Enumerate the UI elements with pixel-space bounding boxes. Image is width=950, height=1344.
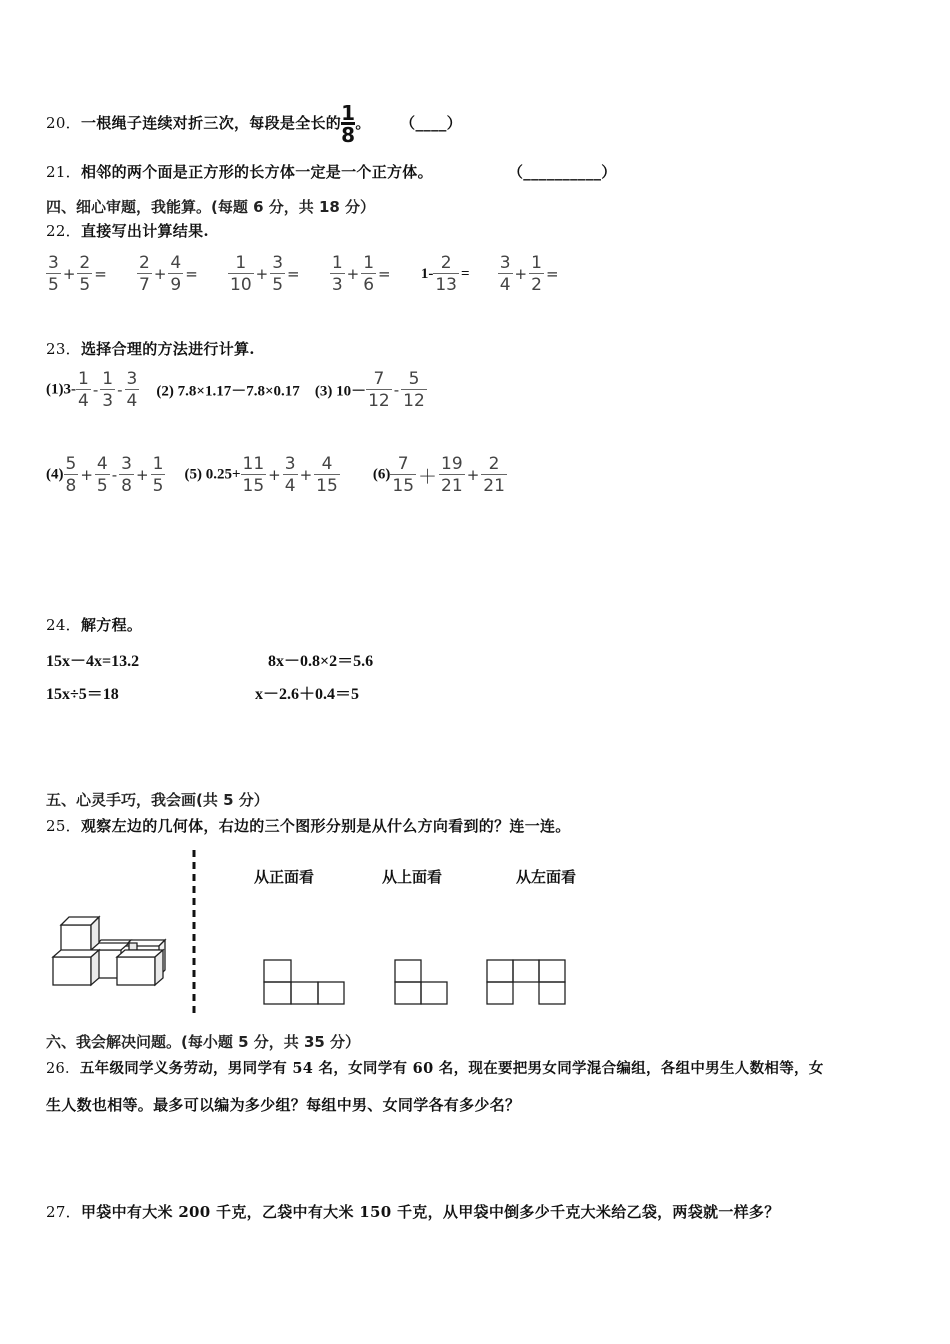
fraction: $\frac{1}{10}$ — [230, 253, 252, 295]
q22-item: $\frac{3}{4}$ + $\frac{1}{2}$ = — [499, 253, 559, 295]
question-20 — [46, 101, 462, 147]
fraction: $\frac{3}{4}$ — [284, 454, 296, 496]
question-21 — [46, 161, 433, 182]
q26-text-2: 生人数也相等。最多可以编为多少组？每组中男、女同学各有多少名？ — [46, 1096, 521, 1114]
q22-number: 22． — [46, 222, 81, 240]
q20-text: 一根绳子连续对折三次，每段是全长的 — [81, 114, 342, 132]
fraction: $\frac{4}{5}$ — [96, 454, 108, 496]
q20-number: 20． — [46, 114, 81, 132]
front-view-drawing — [264, 960, 344, 1004]
fraction: $\frac{5}{12}$ — [403, 369, 425, 411]
question-27 — [46, 1201, 780, 1222]
fraction: $\frac{3}{8}$ — [121, 454, 132, 496]
fraction: $\frac{2}{13}$ — [435, 253, 457, 295]
q25-text: 观察左边的几何体，右边的三个图形分别是从什么方向看到的？连一连。 — [81, 817, 571, 835]
fraction: $\frac{3}{5}$ — [272, 253, 284, 295]
equation-2: 8x－0.8×2＝5.6 — [268, 653, 374, 670]
q23-number: 23． — [46, 340, 81, 358]
fraction: $\frac{2}{21}$ — [483, 454, 505, 496]
view-label-front[interactable]: 从正面看 — [254, 868, 315, 886]
q23-row-1: (1)3- $\frac{1}{4}$ - $\frac{1}{3}$ - $\frac{3}{4}$ (2) 7.8×1.17－7.8×0.17 (3) 10－ $\frac{7}{12}$ - $\frac{5}{12}$ — [46, 369, 425, 411]
cube-face — [117, 957, 155, 985]
cube-face — [61, 925, 91, 953]
section-4-title: 四、细心审题，我能算。(每题 6 分，共 18 分） — [46, 198, 376, 216]
q23-p3-label: (3) 10－ — [314, 383, 367, 400]
fraction: $\frac{5}{8}$ — [65, 454, 77, 496]
q20-answer-blank[interactable]: （____） — [400, 114, 462, 132]
q22-text: 直接写出计算结果. — [81, 222, 209, 240]
equation-3: 15x÷5＝18 — [46, 686, 119, 703]
q20-frac-num: 1 — [341, 101, 356, 125]
q20-frac-den: 8 — [341, 123, 356, 147]
fraction: $\frac{3}{4}$ — [126, 369, 138, 411]
fraction: $\frac{3}{4}$ — [499, 253, 511, 295]
q22-item: $\frac{2}{7}$ + $\frac{4}{9}$ = — [139, 253, 198, 295]
q23-row-2: (4) $\frac{5}{8}$ + $\frac{4}{5}$ - $\frac{3}{8}$ + $\frac{1}{5}$ (5) 0.25+ $\frac{11}{15}$ + $\frac{3}{4}$ + $\frac{4}{15}$ (6) $\frac{7}{15}$ ＋ $\frac{19}{21}$ + $\frac{2}{21}$ — [46, 454, 505, 496]
q23-p1-label: (1)3- — [46, 381, 76, 398]
section-5-title: 五、心灵手巧，我会画(共 5 分） — [46, 791, 269, 809]
q21-number: 21． — [46, 163, 81, 181]
fraction: $\frac{1}{6}$ — [363, 253, 375, 295]
q20-fraction — [341, 101, 356, 147]
q23-p4-label: (4) — [46, 466, 64, 483]
q23-p6-label: (6) — [372, 466, 391, 483]
q27-text: 甲袋中有大米 200 千克，乙袋中有大米 150 千克，从甲袋中倒多少千克大米给乙袋，两袋就一样多？ — [81, 1203, 780, 1221]
fraction: $\frac{7}{15}$ — [392, 454, 415, 496]
q21-text: 相邻的两个面是正方形的长方体一定是一个正方体。 — [81, 163, 433, 181]
cube-face — [91, 950, 99, 985]
question-25 — [46, 815, 571, 836]
q21-answer-blank[interactable]: （__________） — [508, 163, 617, 181]
fraction: $\frac{2}{5}$ — [79, 253, 91, 295]
q27-number: 27． — [46, 1203, 81, 1221]
fraction: $\frac{2}{7}$ — [139, 253, 150, 295]
fraction: $\frac{1}{2}$ — [531, 253, 542, 295]
q24-number: 24． — [46, 616, 81, 634]
fraction: $\frac{4}{15}$ — [316, 454, 338, 496]
fraction: $\frac{19}{21}$ — [441, 454, 463, 496]
question-24 — [46, 614, 142, 635]
view-label-left[interactable]: 从左面看 — [516, 868, 577, 886]
top-view-drawing — [395, 960, 447, 1004]
q26-text-1: 五年级同学义务劳动，男同学有 54 名，女同学有 60 名，现在要把男女同学混合编组，各组中男生人数相等，女 — [79, 1060, 824, 1077]
question-22 — [46, 220, 209, 241]
q26-number: 26． — [46, 1061, 80, 1077]
q22-item: $\frac{3}{5}$ + $\frac{2}{5}$ = — [48, 253, 107, 295]
q25-number: 25． — [46, 817, 81, 835]
section-6-title: 六、我会解决问题。(每小题 5 分，共 35 分） — [46, 1033, 361, 1051]
fraction: $\frac{11}{15}$ — [242, 454, 265, 496]
left-view-drawing — [487, 960, 565, 1004]
equation-4: x－2.6＋0.4＝5 — [255, 686, 360, 703]
q24-text: 解方程。 — [81, 616, 143, 634]
fraction: $\frac{1}{4}$ — [78, 369, 89, 411]
q22-item: $\frac{1}{3}$ + $\frac{1}{6}$ = — [331, 253, 391, 295]
geometric-solid — [53, 917, 165, 985]
fraction: $\frac{1}{3}$ — [102, 369, 114, 411]
q23-p2: (2) 7.8×1.17－7.8×0.17 — [156, 383, 300, 400]
cube-face — [155, 950, 163, 985]
cube-face — [53, 957, 91, 985]
q22-expressions — [46, 253, 561, 295]
fraction: $\frac{1}{3}$ — [331, 253, 343, 295]
question-23 — [46, 338, 255, 359]
question-26-line-1 — [46, 1057, 824, 1078]
q20-end: 。 — [355, 114, 371, 132]
fraction: $\frac{1}{5}$ — [152, 454, 164, 496]
q23-p5-label: (5) 0.25+ — [184, 466, 241, 483]
fraction: $\frac{3}{5}$ — [48, 253, 59, 295]
q22-item: 1- $\frac{2}{13}$ = — [420, 253, 470, 295]
q22-item: $\frac{1}{10}$ + $\frac{3}{5}$ = — [230, 253, 300, 295]
equation-1: 15x－4x=13.2 — [46, 653, 140, 670]
q23-text: 选择合理的方法进行计算. — [81, 340, 255, 358]
fraction: $\frac{4}{9}$ — [170, 253, 182, 295]
fraction: $\frac{7}{12}$ — [368, 369, 390, 411]
view-label-top[interactable]: 从上面看 — [382, 868, 443, 886]
